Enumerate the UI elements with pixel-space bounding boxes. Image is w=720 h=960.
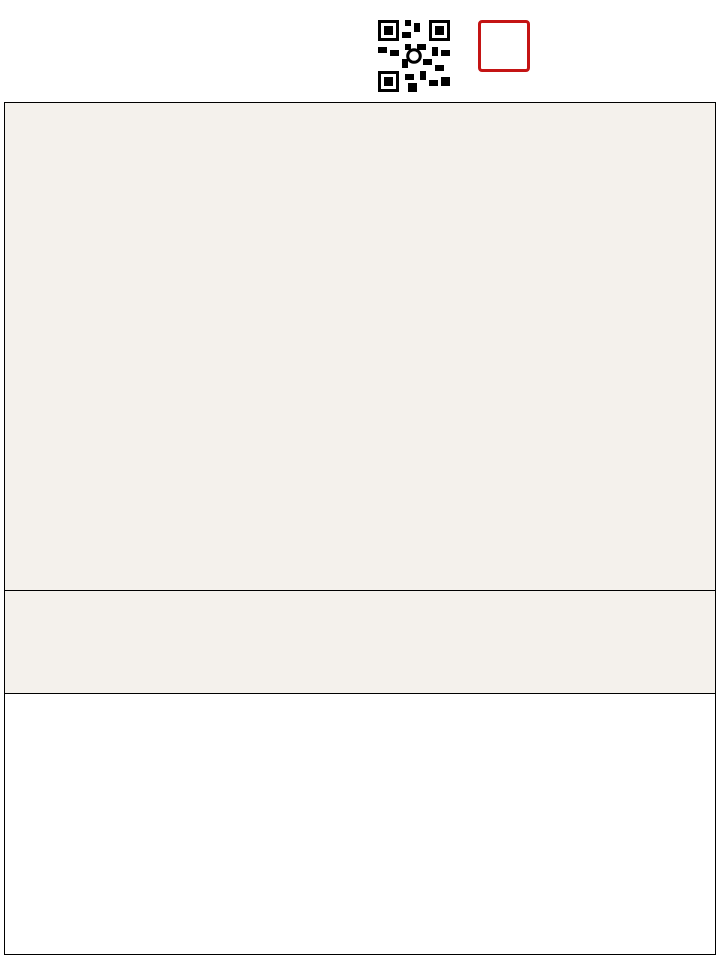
seal-stamp-icon	[478, 20, 530, 72]
yearly-grid	[4, 590, 716, 955]
qr-code-icon	[378, 20, 450, 92]
